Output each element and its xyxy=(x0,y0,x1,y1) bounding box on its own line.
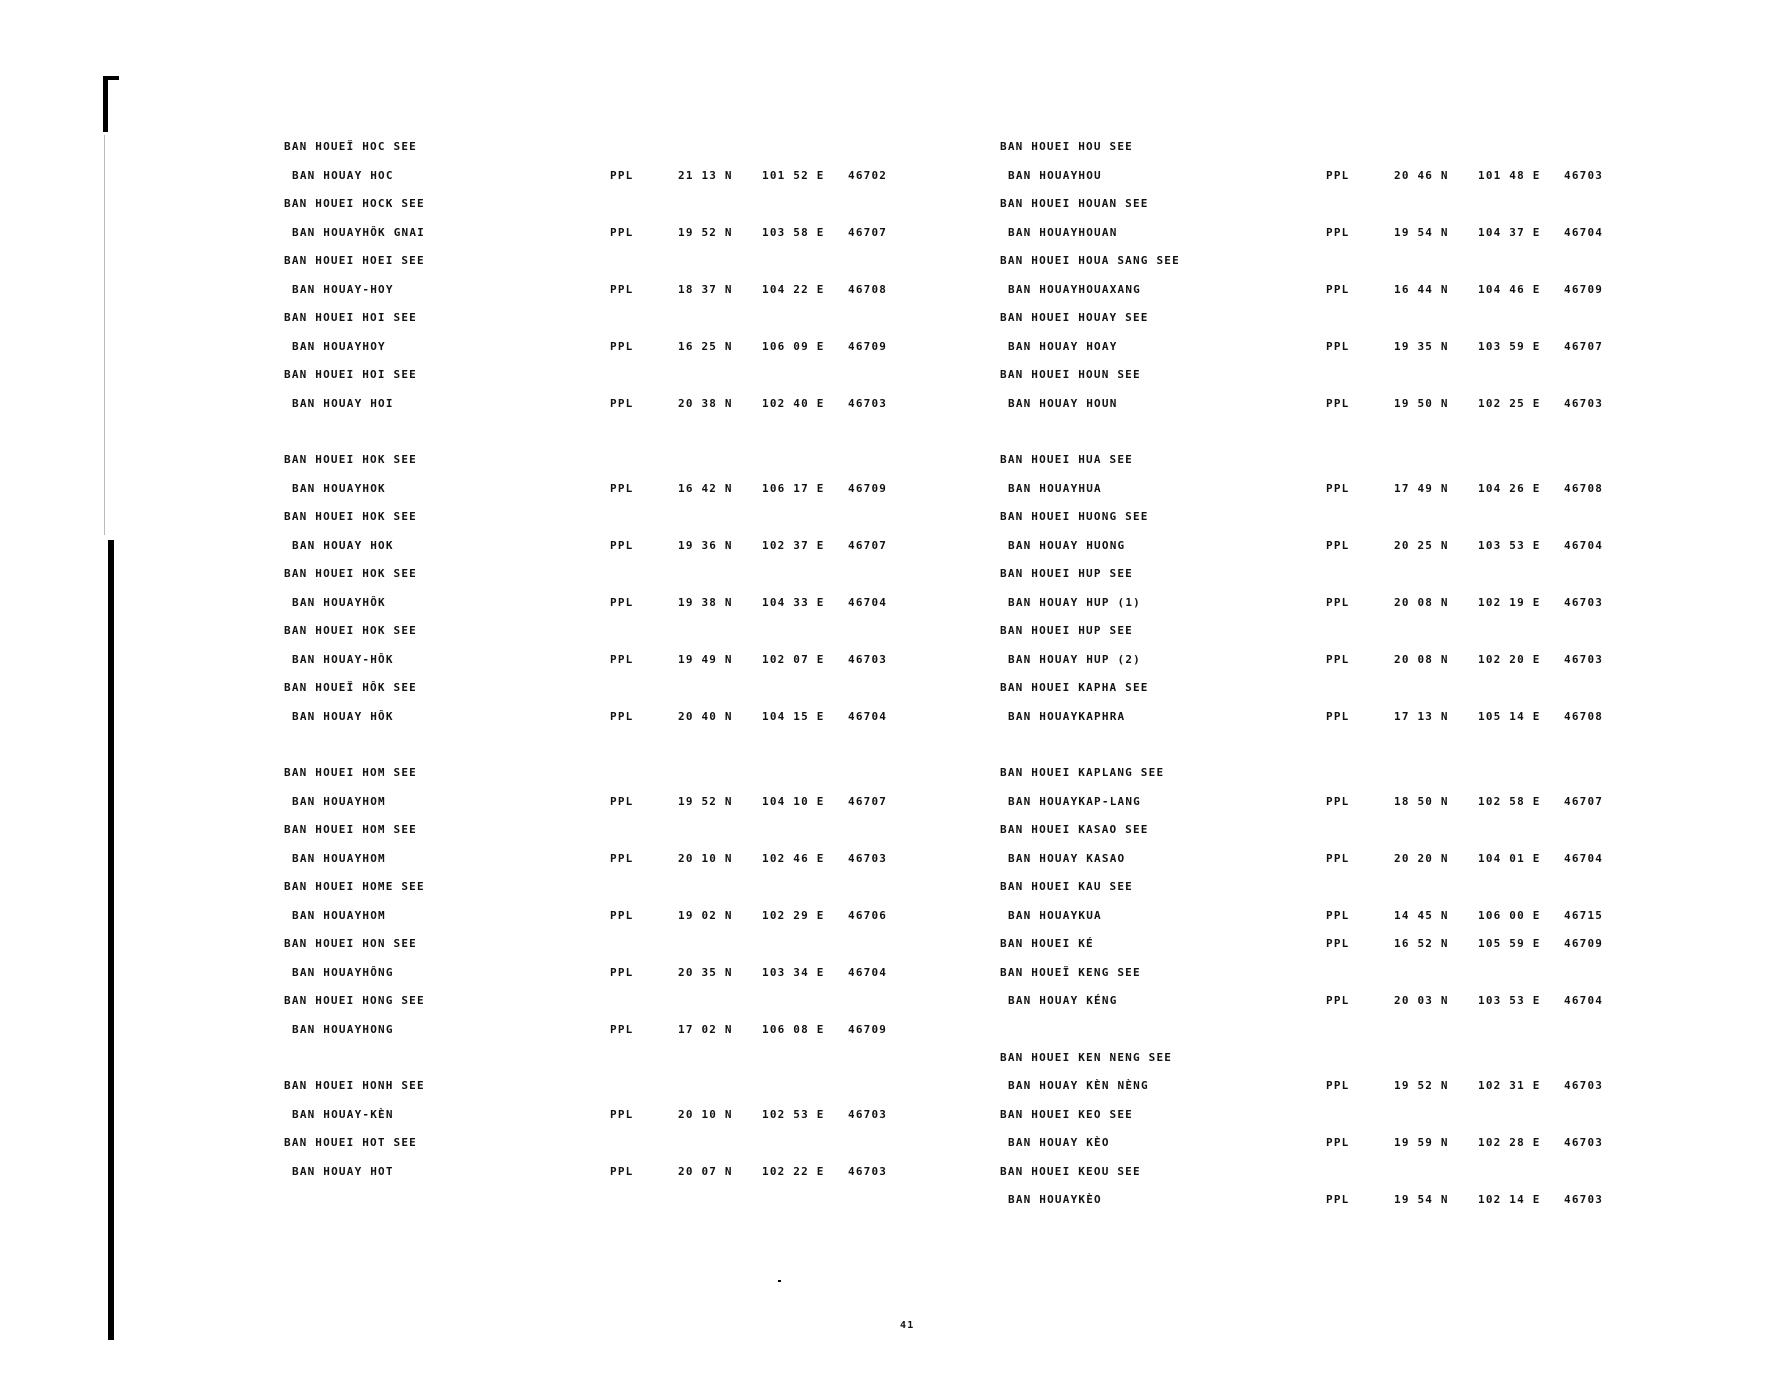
feature-code: PPL xyxy=(1326,652,1350,666)
place-entry-row xyxy=(1000,1193,1720,1222)
longitude: 103 59 E xyxy=(1478,339,1541,353)
entry-group xyxy=(284,1079,1004,1193)
place-entry-row xyxy=(284,283,1004,312)
variant-name-see: BAN HOUEI HOUN SEE xyxy=(1000,368,1141,381)
place-name: BAN HOUAYKUA xyxy=(1008,908,1102,922)
entry-group xyxy=(1000,766,1720,1023)
variant-name-see: BAN HOUEI HOT SEE xyxy=(284,1136,417,1149)
entry-group xyxy=(1000,1051,1720,1222)
latitude: 19 38 N xyxy=(678,595,733,609)
variant-name-see: BAN HOUEI HOK SEE xyxy=(284,510,417,523)
see-reference-row xyxy=(1000,681,1720,710)
place-entry-row xyxy=(1000,283,1720,312)
latitude: 14 45 N xyxy=(1394,908,1449,922)
map-reference: 46703 xyxy=(1564,595,1604,609)
variant-name-see: BAN HOUEI HOI SEE xyxy=(284,311,417,324)
variant-name-see: BAN HOUEI HOUAY SEE xyxy=(1000,311,1149,324)
longitude: 103 53 E xyxy=(1478,994,1541,1007)
page-number: 41 xyxy=(900,1320,915,1331)
entry-group xyxy=(284,140,1004,425)
see-reference-row xyxy=(284,368,1004,397)
place-name: BAN HOUAYHOUAN xyxy=(1008,225,1118,239)
latitude: 20 10 N xyxy=(678,851,733,865)
place-entry-row xyxy=(1000,710,1720,739)
see-reference-row xyxy=(1000,823,1720,852)
longitude: 106 00 E xyxy=(1478,908,1541,922)
place-name: BAN HOUAY HUONG xyxy=(1008,538,1126,552)
variant-name-see: BAN HOUEI HOI SEE xyxy=(284,368,417,381)
place-entry-row xyxy=(284,482,1004,511)
map-reference: 46708 xyxy=(848,282,888,296)
binding-edge xyxy=(108,540,114,1340)
longitude: 102 37 E xyxy=(762,538,825,552)
see-reference-row xyxy=(284,311,1004,340)
feature-code: PPL xyxy=(610,1107,634,1121)
variant-name-see: BAN HOUEÏ HOC SEE xyxy=(284,140,417,153)
place-name: BAN HOUAYHUA xyxy=(1008,481,1102,495)
see-reference-row xyxy=(1000,140,1720,169)
see-reference-row xyxy=(284,937,1004,966)
map-reference: 46702 xyxy=(848,168,888,182)
place-entry-row xyxy=(1000,1136,1720,1165)
place-name: BAN HOUAYHOK xyxy=(292,481,386,495)
place-name: BAN HOUAY-HÔK xyxy=(292,652,394,666)
longitude: 102 19 E xyxy=(1478,595,1541,609)
longitude: 103 58 E xyxy=(762,225,825,239)
feature-code: PPL xyxy=(610,225,634,239)
map-reference: 46703 xyxy=(1564,1136,1604,1149)
feature-code: PPL xyxy=(1326,908,1350,922)
variant-name-see: BAN HOUEI HOK SEE xyxy=(284,453,417,466)
feature-code: PPL xyxy=(610,396,634,410)
latitude: 19 50 N xyxy=(1394,396,1449,410)
longitude: 102 28 E xyxy=(1478,1136,1541,1149)
variant-name-see: BAN HOUEI KEO SEE xyxy=(1000,1107,1133,1121)
see-reference-row xyxy=(284,994,1004,1023)
feature-code: PPL xyxy=(610,652,634,666)
latitude: 20 07 N xyxy=(678,1164,733,1178)
place-name: BAN HOUAYHÔK xyxy=(292,595,386,609)
feature-code: PPL xyxy=(1326,225,1350,239)
stray-mark xyxy=(778,1280,781,1282)
place-name: BAN HOUAY HUP (1) xyxy=(1008,595,1141,609)
latitude: 16 25 N xyxy=(678,339,733,353)
feature-code: PPL xyxy=(610,339,634,353)
feature-code: PPL xyxy=(610,1164,634,1178)
see-reference-row xyxy=(1000,453,1720,482)
place-entry-row xyxy=(284,909,1004,938)
place-entry-row xyxy=(1000,795,1720,824)
latitude: 21 13 N xyxy=(678,168,733,182)
see-reference-row xyxy=(1000,1051,1720,1080)
latitude: 17 13 N xyxy=(1394,709,1449,723)
map-reference: 46703 xyxy=(848,1107,888,1121)
see-reference-row xyxy=(1000,880,1720,909)
variant-name-see: BAN HOUEI HOM SEE xyxy=(284,823,417,836)
map-reference: 46709 xyxy=(848,481,888,495)
place-name: BAN HOUAYHOM xyxy=(292,851,386,865)
variant-name-see: BAN HOUEI KASAO SEE xyxy=(1000,823,1149,836)
feature-code: PPL xyxy=(1326,851,1350,865)
map-reference: 46707 xyxy=(848,794,888,808)
entry-group xyxy=(284,766,1004,1051)
place-name: BAN HOUAY HOI xyxy=(292,396,394,410)
variant-name-see: BAN HOUEI HOM SEE xyxy=(284,766,417,779)
place-name: BAN HOUAYHOM xyxy=(292,908,386,922)
place-name: BAN HOUAY KÉNG xyxy=(1008,994,1118,1007)
map-reference: 46707 xyxy=(848,225,888,239)
map-reference: 46703 xyxy=(848,1164,888,1178)
variant-name-see: BAN HOUEÏ HÔK SEE xyxy=(284,681,417,694)
see-reference-row xyxy=(284,453,1004,482)
place-name: BAN HOUAYHOM xyxy=(292,794,386,808)
variant-name-see: BAN HOUEI KAPHA SEE xyxy=(1000,681,1149,694)
entry-group xyxy=(284,453,1004,738)
variant-name-see: BAN HOUEI HOUAN SEE xyxy=(1000,197,1149,210)
feature-code: PPL xyxy=(1326,168,1350,182)
see-reference-row xyxy=(284,510,1004,539)
place-name: BAN HOUAY KASAO xyxy=(1008,851,1126,865)
scan-edge-mark xyxy=(103,76,108,132)
place-name: BAN HOUAY KÈN NÈNG xyxy=(1008,1079,1149,1092)
map-reference: 46707 xyxy=(1564,794,1604,808)
map-reference: 46704 xyxy=(1564,851,1604,865)
longitude: 102 07 E xyxy=(762,652,825,666)
variant-name-see: BAN HOUEI KEOU SEE xyxy=(1000,1164,1141,1178)
place-entry-row xyxy=(284,596,1004,625)
place-name: BAN HOUAYHÔNG xyxy=(292,965,394,979)
place-name: BAN HOUAYHÔK GNAI xyxy=(292,225,425,239)
place-entry-row xyxy=(1000,1079,1720,1108)
latitude: 18 50 N xyxy=(1394,794,1449,808)
see-reference-row xyxy=(1000,197,1720,226)
map-reference: 46704 xyxy=(848,709,888,723)
feature-code: PPL xyxy=(1326,794,1350,808)
place-entry-row xyxy=(1000,653,1720,682)
feature-code: PPL xyxy=(610,481,634,495)
place-name: BAN HOUAY-KÈN xyxy=(292,1107,394,1121)
map-reference: 46703 xyxy=(1564,396,1604,410)
place-entry-row xyxy=(284,340,1004,369)
longitude: 104 37 E xyxy=(1478,225,1541,239)
see-reference-row xyxy=(284,197,1004,226)
longitude: 103 34 E xyxy=(762,965,825,979)
feature-code: PPL xyxy=(1326,709,1350,723)
latitude: 19 52 N xyxy=(1394,1079,1449,1092)
place-name: BAN HOUEI KÉ xyxy=(1000,937,1094,950)
entry-group xyxy=(1000,453,1720,738)
map-reference: 46715 xyxy=(1564,908,1604,922)
see-reference-row xyxy=(284,567,1004,596)
longitude: 102 20 E xyxy=(1478,652,1541,666)
see-reference-row xyxy=(1000,567,1720,596)
longitude: 102 53 E xyxy=(762,1107,825,1121)
variant-name-see: BAN HOUEI HONH SEE xyxy=(284,1079,425,1092)
map-reference: 46704 xyxy=(1564,994,1604,1007)
feature-code: PPL xyxy=(1326,396,1350,410)
feature-code: PPL xyxy=(1326,481,1350,495)
feature-code: PPL xyxy=(610,538,634,552)
latitude: 19 02 N xyxy=(678,908,733,922)
place-name: BAN HOUAY HÔK xyxy=(292,709,394,723)
longitude: 104 26 E xyxy=(1478,481,1541,495)
latitude: 19 59 N xyxy=(1394,1136,1449,1149)
place-name: BAN HOUAY HOK xyxy=(292,538,394,552)
variant-name-see: BAN HOUEI HOCK SEE xyxy=(284,197,425,210)
latitude: 20 25 N xyxy=(1394,538,1449,552)
see-reference-row xyxy=(284,681,1004,710)
map-reference: 46703 xyxy=(1564,1079,1604,1092)
place-entry-row xyxy=(284,226,1004,255)
latitude: 20 08 N xyxy=(1394,652,1449,666)
place-name: BAN HOUAY HOT xyxy=(292,1164,394,1178)
latitude: 20 46 N xyxy=(1394,168,1449,182)
latitude: 19 36 N xyxy=(678,538,733,552)
map-reference: 46707 xyxy=(1564,339,1604,353)
latitude: 18 37 N xyxy=(678,282,733,296)
longitude: 106 17 E xyxy=(762,481,825,495)
see-reference-row xyxy=(284,140,1004,169)
see-reference-row xyxy=(1000,766,1720,795)
latitude: 19 52 N xyxy=(678,794,733,808)
map-reference: 46708 xyxy=(1564,709,1604,723)
see-reference-row xyxy=(1000,1108,1720,1137)
map-reference: 46703 xyxy=(848,652,888,666)
longitude: 102 40 E xyxy=(762,396,825,410)
place-entry-row xyxy=(1000,169,1720,198)
place-entry-row xyxy=(1000,340,1720,369)
see-reference-row xyxy=(1000,1165,1720,1194)
variant-name-see: BAN HOUEI HON SEE xyxy=(284,937,417,950)
latitude: 19 52 N xyxy=(678,225,733,239)
variant-name-see: BAN HOUEI HOK SEE xyxy=(284,567,417,580)
longitude: 102 29 E xyxy=(762,908,825,922)
map-reference: 46706 xyxy=(848,908,888,922)
feature-code: PPL xyxy=(610,851,634,865)
see-reference-row xyxy=(1000,368,1720,397)
feature-code: PPL xyxy=(610,709,634,723)
longitude: 104 22 E xyxy=(762,282,825,296)
feature-code: PPL xyxy=(610,595,634,609)
latitude: 19 35 N xyxy=(1394,339,1449,353)
place-entry-row xyxy=(1000,226,1720,255)
place-entry-row xyxy=(1000,994,1720,1023)
variant-name-see: BAN HOUEI HOEI SEE xyxy=(284,254,425,267)
place-entry-row xyxy=(284,397,1004,426)
map-reference: 46709 xyxy=(1564,282,1604,296)
place-name: BAN HOUAY HOAY xyxy=(1008,339,1118,353)
place-entry-row xyxy=(284,852,1004,881)
see-reference-row xyxy=(1000,510,1720,539)
feature-code: PPL xyxy=(610,965,634,979)
longitude: 105 59 E xyxy=(1478,937,1541,950)
latitude: 19 54 N xyxy=(1394,1193,1449,1206)
place-entry-row xyxy=(1000,397,1720,426)
place-name: BAN HOUAY-HOY xyxy=(292,282,394,296)
longitude: 104 33 E xyxy=(762,595,825,609)
latitude: 17 49 N xyxy=(1394,481,1449,495)
latitude: 20 38 N xyxy=(678,396,733,410)
latitude: 20 03 N xyxy=(1394,994,1449,1007)
place-name: BAN HOUAYKÈO xyxy=(1008,1193,1102,1206)
see-reference-row xyxy=(284,880,1004,909)
place-name: BAN HOUAY HUP (2) xyxy=(1008,652,1141,666)
longitude: 102 14 E xyxy=(1478,1193,1541,1206)
longitude: 102 22 E xyxy=(762,1164,825,1178)
place-entry-row xyxy=(284,539,1004,568)
longitude: 102 46 E xyxy=(762,851,825,865)
variant-name-see: BAN HOUEI KEN NENG SEE xyxy=(1000,1050,1173,1064)
place-entry-row xyxy=(284,1108,1004,1137)
map-reference: 46709 xyxy=(848,1022,888,1036)
map-reference: 46708 xyxy=(1564,481,1604,495)
longitude: 102 31 E xyxy=(1478,1079,1541,1092)
variant-name-see: BAN HOUEI HOME SEE xyxy=(284,880,425,893)
longitude: 104 15 E xyxy=(762,709,825,723)
place-entry-row xyxy=(284,169,1004,198)
feature-code: PPL xyxy=(610,282,634,296)
variant-name-see: BAN HOUEI HUP SEE xyxy=(1000,567,1133,580)
see-reference-row xyxy=(284,624,1004,653)
place-entry-row xyxy=(284,1023,1004,1052)
latitude: 19 49 N xyxy=(678,652,733,666)
variant-name-see: BAN HOUEI HUA SEE xyxy=(1000,453,1133,466)
feature-code: PPL xyxy=(610,1022,634,1036)
place-name: BAN HOUAYHOUAXANG xyxy=(1008,282,1141,296)
binding-shadow xyxy=(104,135,105,535)
latitude: 20 10 N xyxy=(678,1107,733,1121)
variant-name-see: BAN HOUEI HUONG SEE xyxy=(1000,510,1149,523)
gazetteer-column-left xyxy=(284,140,1004,1221)
see-reference-row xyxy=(284,823,1004,852)
variant-name-see: BAN HOUEÏ KENG SEE xyxy=(1000,965,1141,979)
feature-code: PPL xyxy=(1326,1193,1350,1206)
map-reference: 46709 xyxy=(848,339,888,353)
latitude: 19 54 N xyxy=(1394,225,1449,239)
latitude: 20 40 N xyxy=(678,709,733,723)
place-name: BAN HOUAY KÈO xyxy=(1008,1136,1110,1149)
gazetteer-column-right xyxy=(1000,140,1720,1250)
variant-name-see: BAN HOUEI HUP SEE xyxy=(1000,624,1133,637)
see-reference-row xyxy=(284,254,1004,283)
variant-name-see: BAN HOUEI HONG SEE xyxy=(284,994,425,1007)
variant-name-see: BAN HOUEI HOUA SANG SEE xyxy=(1000,254,1180,267)
longitude: 106 08 E xyxy=(762,1022,825,1036)
longitude: 106 09 E xyxy=(762,339,825,353)
longitude: 103 53 E xyxy=(1478,538,1541,552)
latitude: 20 35 N xyxy=(678,965,733,979)
feature-code: PPL xyxy=(1326,937,1350,950)
feature-code: PPL xyxy=(1326,538,1350,552)
latitude: 20 08 N xyxy=(1394,595,1449,609)
place-name: BAN HOUAY HOC xyxy=(292,168,394,182)
latitude: 16 42 N xyxy=(678,481,733,495)
place-name: BAN HOUAYKAP-LANG xyxy=(1008,794,1141,808)
place-name: BAN HOUAYHONG xyxy=(292,1022,394,1036)
map-reference: 46704 xyxy=(848,965,888,979)
longitude: 101 52 E xyxy=(762,168,825,182)
latitude: 16 44 N xyxy=(1394,282,1449,296)
longitude: 104 46 E xyxy=(1478,282,1541,296)
longitude: 102 58 E xyxy=(1478,794,1541,808)
feature-code: PPL xyxy=(1326,282,1350,296)
feature-code: PPL xyxy=(1326,994,1350,1007)
longitude: 101 48 E xyxy=(1478,168,1541,182)
place-entry-row xyxy=(284,653,1004,682)
place-entry-row xyxy=(1000,596,1720,625)
place-entry-row xyxy=(284,1165,1004,1194)
place-entry-row xyxy=(284,966,1004,995)
longitude: 102 25 E xyxy=(1478,396,1541,410)
see-reference-row xyxy=(284,1079,1004,1108)
see-reference-row xyxy=(284,766,1004,795)
latitude: 20 20 N xyxy=(1394,851,1449,865)
variant-name-see: BAN HOUEI KAU SEE xyxy=(1000,880,1133,893)
place-name: BAN HOUAYHOU xyxy=(1008,168,1102,182)
place-entry-row xyxy=(1000,937,1720,966)
feature-code: PPL xyxy=(1326,1136,1350,1149)
place-name: BAN HOUAYHOY xyxy=(292,339,386,353)
place-entry-row xyxy=(1000,909,1720,938)
place-name: BAN HOUAYKAPHRA xyxy=(1008,709,1126,723)
longitude: 105 14 E xyxy=(1478,709,1541,723)
map-reference: 46704 xyxy=(1564,225,1604,239)
entry-group xyxy=(1000,140,1720,425)
feature-code: PPL xyxy=(610,168,634,182)
place-entry-row xyxy=(1000,539,1720,568)
see-reference-row xyxy=(1000,311,1720,340)
map-reference: 46703 xyxy=(1564,1193,1604,1206)
latitude: 17 02 N xyxy=(678,1022,733,1036)
feature-code: PPL xyxy=(1326,595,1350,609)
map-reference: 46704 xyxy=(848,595,888,609)
map-reference: 46707 xyxy=(848,538,888,552)
map-reference: 46709 xyxy=(1564,937,1604,950)
see-reference-row xyxy=(1000,254,1720,283)
place-entry-row xyxy=(284,710,1004,739)
see-reference-row xyxy=(1000,624,1720,653)
variant-name-see: BAN HOUEI KAPLANG SEE xyxy=(1000,766,1165,779)
feature-code: PPL xyxy=(610,794,634,808)
map-reference: 46704 xyxy=(1564,538,1604,552)
see-reference-row xyxy=(1000,966,1720,995)
variant-name-see: BAN HOUEI HOU SEE xyxy=(1000,140,1133,153)
feature-code: PPL xyxy=(610,908,634,922)
map-reference: 46703 xyxy=(848,851,888,865)
variant-name-see: BAN HOUEI HOK SEE xyxy=(284,624,417,637)
map-reference: 46703 xyxy=(1564,168,1604,182)
see-reference-row xyxy=(284,1136,1004,1165)
place-entry-row xyxy=(1000,852,1720,881)
longitude: 104 01 E xyxy=(1478,851,1541,865)
place-entry-row xyxy=(284,795,1004,824)
map-reference: 46703 xyxy=(1564,652,1604,666)
feature-code: PPL xyxy=(1326,1079,1350,1092)
map-reference: 46703 xyxy=(848,396,888,410)
longitude: 104 10 E xyxy=(762,794,825,808)
latitude: 16 52 N xyxy=(1394,937,1449,950)
place-name: BAN HOUAY HOUN xyxy=(1008,396,1118,410)
feature-code: PPL xyxy=(1326,339,1350,353)
place-entry-row xyxy=(1000,482,1720,511)
